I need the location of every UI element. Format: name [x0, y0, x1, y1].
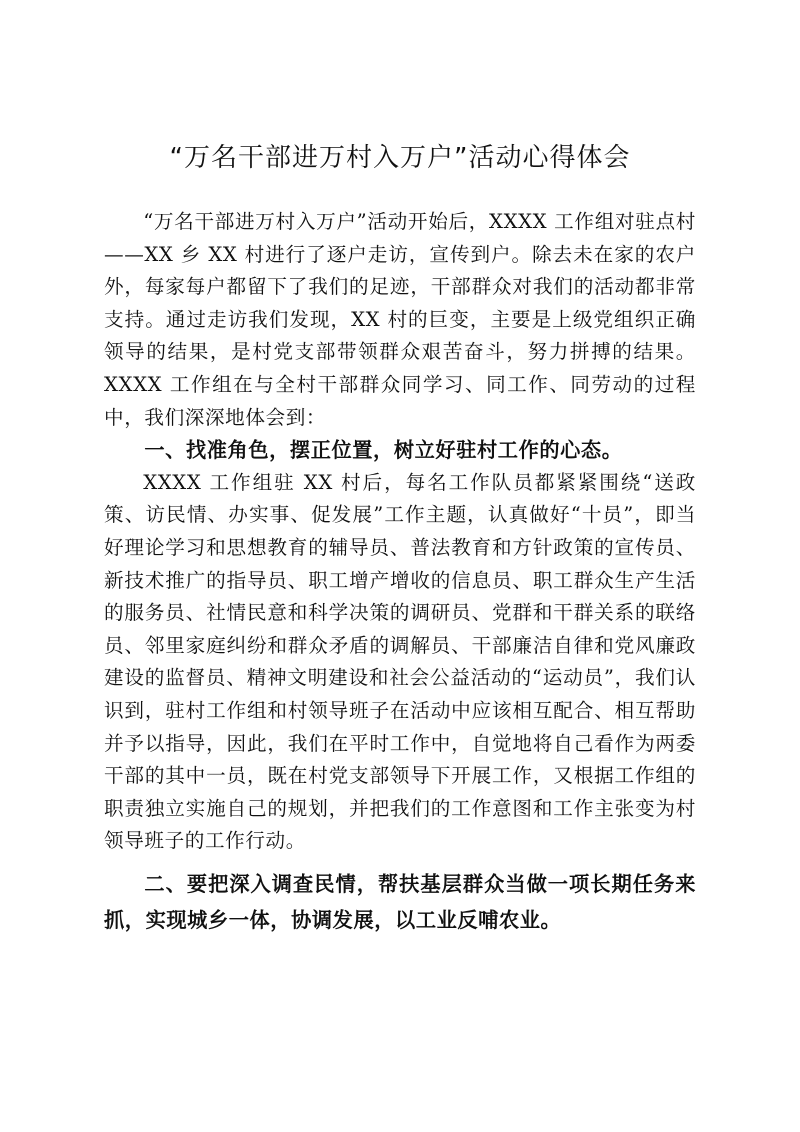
- document-title: “万名干部进万村入万户”活动心得体会: [169, 143, 631, 173]
- document-body: [104, 206, 696, 938]
- section-heading-one: 一、找准角色，摆正位置，树立好驻村工作的心态。: [144, 438, 623, 463]
- section-one-paragraph: XXXX 工作组驻 XX 村后，每名工作队员都紧紧围绕“送政策、访民情、办实事、促发展”工作主题，认真做好“十员”，即当好理论学习和思想教育的辅导员、普法教育和方针政策的宣传员、新技术推广的指导员、职工增产增收的信息员、职工群众生产生活的服务员、社情民意和科学决策的调研员、党群和干群关系的联络员、邻里家庭纠纷和群众矛盾的调解员、干部廉洁自律和党风廉政建设的监督员、精神文明建设和社会公益活动的“运动员”，我们认识到，驻村工作组和村领导班子在活动中应该相互配合、相互帮助并予以指导，因此，我们在平时工作中，自觉地将自己看作为两委干部的其中一员，既在村党支部领导下开展工作，又根据工作组的职责独立实施自己的规划，并把我们的工作意图和工作主张变为村领导班子的工作行动。: [104, 470, 696, 853]
- intro-paragraph: “万名干部进万村入万户”活动开始后，XXXX 工作组对驻点村——XX 乡 XX 村进行了逐户走访，宣传到户。除去未在家的农户外，每家每户都留下了我们的足迹，干部群众对我们的活动都非常支持。通过走访我们发现，XX 村的巨变，主要是上级党组织正确领导的结果，是村党支部带领群众艰苦奋斗，努力拼搏的结果。XXXX 工作组在与全村干部群众同学习、同工作、同劳动的过程中，我们深深地体会到：: [104, 210, 696, 429]
- section-heading-two: 二、要把深入调查民情，帮扶基层群众当做一项长期任务来抓，实现城乡一体，协调发展，以工业反哺农业。: [104, 871, 696, 932]
